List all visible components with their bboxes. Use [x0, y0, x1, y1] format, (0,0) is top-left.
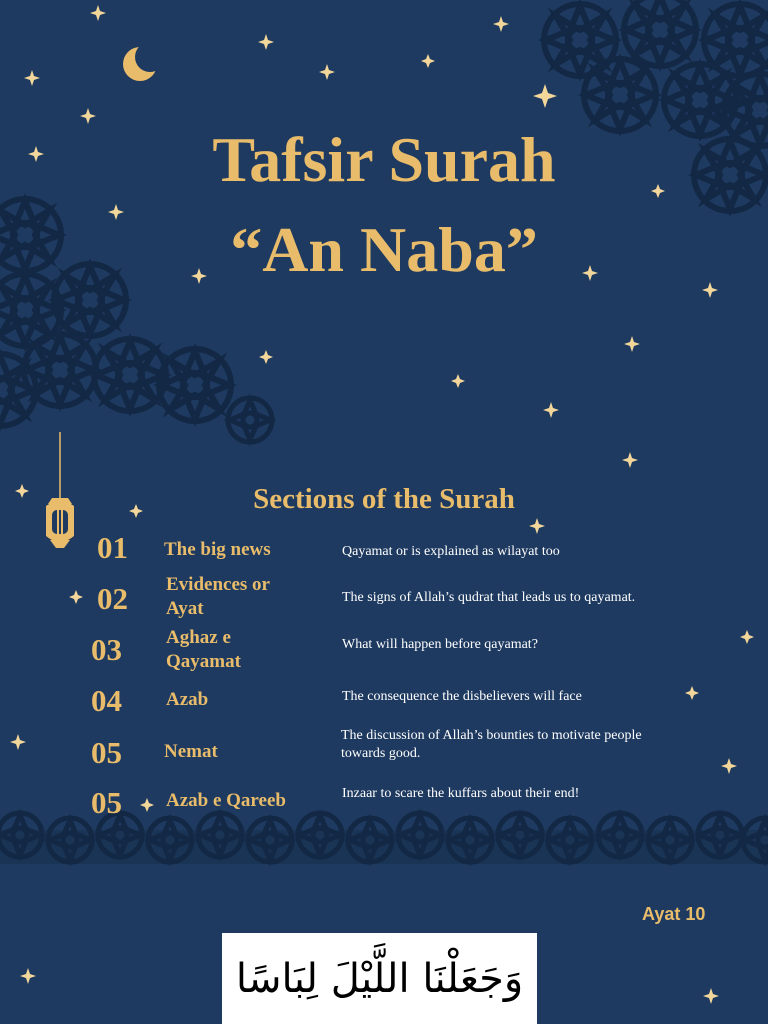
section-number: 02: [97, 581, 128, 616]
section-name: The big news: [164, 539, 271, 560]
section-number: 01: [97, 530, 128, 565]
crescent-moon-icon: [123, 42, 165, 81]
section-description: The consequence the disbelievers will face: [342, 689, 582, 704]
section-number: 04: [91, 683, 122, 718]
sections-heading: Sections of the Surah: [253, 483, 515, 515]
section-name: Nemat: [164, 741, 218, 762]
section-description: Qayamat or is explained as wilayat too: [342, 544, 560, 559]
section-name: Aghaz e Qayamat: [166, 627, 241, 672]
section-number: 03: [91, 632, 122, 667]
section-description: Inzaar to scare the kuffars about their end!: [342, 786, 580, 801]
section-description: What will happen before qayamat?: [342, 637, 538, 652]
title-line-2: “An Naba”: [230, 214, 538, 285]
section-name: Azab e Qareeb: [166, 790, 286, 811]
section-description: The discussion of Allah’s bounties to motivate people towards good.: [341, 728, 642, 761]
title-line-1: Tafsir Surah: [212, 124, 556, 195]
ayat-label: Ayat 10: [642, 904, 706, 924]
arabic-verse: وَجَعَلْنَا اللَّيْلَ لِبَاسًا: [235, 955, 524, 1002]
section-number: 05: [91, 785, 122, 820]
section-name: Evidences or Ayat: [166, 574, 270, 619]
section-number: 05: [91, 735, 122, 770]
section-description: The signs of Allah’s qudrat that leads us to qayamat.: [342, 590, 636, 605]
arabic-verse-box: [222, 933, 537, 1024]
bottom-pattern: [0, 813, 768, 864]
section-name: Azab: [166, 689, 209, 710]
